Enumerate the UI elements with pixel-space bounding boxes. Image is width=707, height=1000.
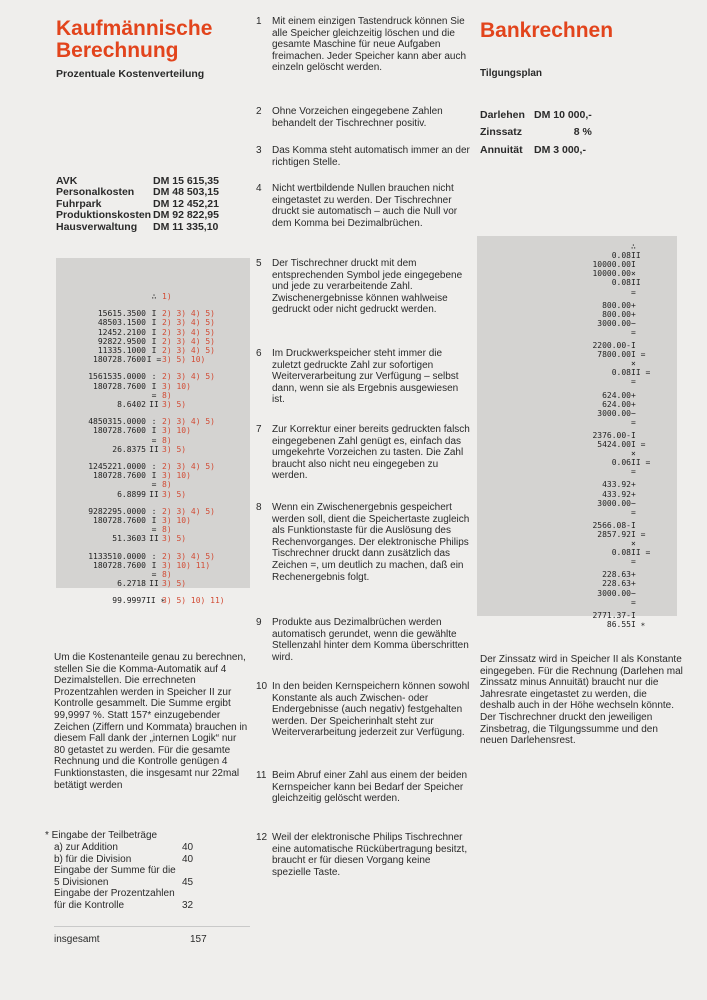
tape-value: 8.6402 [117, 400, 146, 409]
tape-symbol: I = [631, 440, 646, 449]
tape-value: 51.3603 [112, 534, 146, 544]
item-text: Das Komma steht automatisch immer an der richtigen Stelle. [272, 145, 470, 168]
cost-value: DM 12 452,21 [153, 197, 219, 210]
param-label: Annuität [480, 143, 523, 156]
tape-annotation: 2) 3) 4) 5) [162, 346, 215, 355]
tape-symbol: = [631, 327, 636, 337]
item-text: Weil der elektronische Philips Tischrechner eine automatische Rückübertragung besitzt, braucht er für diesen Vorgang keine spezielle Taste. [272, 832, 468, 878]
tape-annotation: 3) 10) [162, 471, 191, 481]
cost-label: AVK [56, 175, 78, 187]
tape-annotation: 1) [162, 292, 172, 301]
tape-value: 9282295.0000 [88, 506, 146, 516]
tape-symbol: − [631, 498, 636, 508]
tape-annotation: 3) 5) [162, 400, 187, 409]
tape-line [76, 534, 186, 543]
cost-table [56, 176, 219, 233]
tape-line [561, 440, 653, 449]
tape-symbol: I [151, 381, 157, 391]
tape-value: 26.8375 [112, 444, 146, 454]
tape-symbol: = [631, 467, 636, 477]
item-number: 7 [256, 424, 262, 435]
tape-symbol: II [149, 534, 159, 544]
tape-value: 3000.00 [597, 408, 631, 418]
tape-symbol: + [631, 399, 636, 409]
tape-symbol: + [631, 300, 636, 310]
cost-value: DM 92 822,95 [153, 209, 219, 222]
tape-symbol: II = [631, 368, 651, 378]
tape-symbol: I [631, 430, 636, 440]
tape-annotation: 3) 5) [162, 534, 187, 544]
item-number: 6 [256, 348, 262, 359]
tape-value: 0.08 [611, 251, 631, 261]
tape-line [561, 359, 653, 368]
tape-line [76, 436, 172, 445]
tape-line [561, 611, 653, 620]
footnote-value: 32 [182, 899, 194, 911]
tape-value: 99.9997 [112, 596, 146, 606]
tape-symbol: = [631, 417, 636, 427]
item-number: 4 [256, 183, 262, 194]
tape-annotation: 3) 10) 11) [162, 560, 211, 570]
tape-symbol: : [151, 506, 157, 516]
tape-line [76, 318, 215, 327]
tape-line [561, 579, 653, 588]
tape-symbol: ∴ [631, 242, 636, 251]
tape-value: 180728.7600 [93, 560, 146, 570]
tape-symbol: I [631, 260, 636, 270]
tape-value: 800.00 [602, 300, 631, 310]
tape-value: 1245221.0000 [88, 462, 146, 471]
tape-line [561, 400, 653, 409]
tape-symbol: = [631, 507, 636, 517]
tape-symbol: II ∗ [146, 596, 166, 606]
tape-line [561, 431, 653, 440]
tape-line [561, 449, 653, 458]
item-number: 3 [256, 145, 262, 156]
tape-line [561, 319, 653, 328]
tape-line [561, 288, 653, 297]
footnote-label: b) für die Division [54, 853, 132, 865]
tape-value: 10000.00 [592, 269, 631, 279]
tape-line [561, 242, 653, 251]
tape-annotation: 2) 3) 4) 5) [162, 327, 215, 337]
tape-value: 180728.7600 [93, 516, 146, 525]
tape-annotation: 8) [162, 390, 172, 400]
cost-value: DM 11 335,10 [153, 220, 219, 233]
tape-value: 180728.7600 [93, 355, 146, 365]
tape-value: 1561535.0000 [88, 372, 146, 382]
param-row [480, 145, 592, 162]
tape-line [76, 596, 225, 605]
tape-annotation: 2) 3) 4) 5) [162, 318, 215, 328]
tape-line [76, 292, 172, 301]
tape-annotation: 8) [162, 525, 172, 535]
tape-symbol: I [151, 336, 157, 346]
tape-symbol: I [151, 346, 157, 355]
tape-annotation: 2) 3) 4) 5) [162, 417, 215, 427]
tape-symbol: : [151, 372, 157, 382]
param-value: 8 % [573, 126, 592, 139]
footnote-label: Eingabe der Summe für die 5 Divisionen [54, 865, 176, 888]
tape-value: 6.2718 [117, 579, 146, 589]
tape-annotation: 3) 5) 10) [162, 355, 206, 365]
item-text: Produkte aus Dezimalbrüchen werden automatisch gerundet, wenn die gewählte Stellenzahl hinter dem Komma überschritten wird. [272, 617, 469, 663]
tape-value: 2566.08- [592, 520, 631, 530]
loan-params [480, 110, 592, 162]
tape-symbol: = [631, 287, 636, 297]
param-label: Zinssatz [480, 126, 523, 139]
tape-symbol: = [631, 557, 636, 567]
tape-symbol: I = [631, 350, 646, 360]
feature-list [252, 0, 472, 1000]
tape-line [561, 278, 653, 287]
tape-symbol: = [631, 597, 636, 607]
tape-line [561, 480, 653, 489]
item-text: Zur Korrektur einer bereits gedruckten falsch eingegebenen Zahl genügt es, einfach das umgekehrte Vorzeichen zu tasten. Die Zahl braucht also nicht neu eingegeben zu werden. [272, 424, 470, 482]
tape-line [76, 382, 191, 391]
tape-symbol: I [631, 520, 636, 530]
tape-symbol: − [631, 318, 636, 328]
tape-symbol: II [149, 444, 159, 454]
tape-symbol: + [631, 309, 636, 319]
tape-annotation: 3) 10) [162, 516, 191, 525]
footnote-row [54, 865, 214, 888]
tape-line [76, 570, 172, 579]
left-subtitle: Prozentuale Kostenverteilung [56, 68, 205, 80]
tape-value: 7800.00 [597, 350, 631, 360]
cost-label: Personalkosten [56, 186, 135, 199]
tape-line [561, 548, 653, 557]
total-value: 157 [190, 934, 207, 945]
param-value: DM 3 000,- [534, 143, 586, 156]
tape-value: 10000.00 [592, 260, 631, 270]
tape-line [76, 355, 205, 364]
tape-annotation: 8) [162, 480, 172, 490]
tape-value: 433.92 [602, 489, 631, 499]
tape-annotation: 3) 5) 10) 11) [162, 596, 225, 606]
item-text: Mit einem einzigen Tastendruck können Sie alle Speicher gleichzeitig löschen und die gesamte Maschine für neue Aufgaben freimachen. Jeder Speicher kann aber auch einzeln gelöscht werden. [272, 16, 467, 74]
tape-symbol: ∴ [151, 292, 157, 301]
tape-symbol: II [149, 400, 159, 409]
tape-line [76, 471, 191, 480]
tape-line [561, 301, 653, 310]
tape-symbol: : [151, 417, 157, 427]
param-row [480, 127, 592, 144]
param-value: DM 10 000,- [534, 109, 592, 121]
item-text: Beim Abruf einer Zahl aus einem der beiden Kernspeicher kann bei Bedarf der Speicher gleichzeitig gelöscht werden. [272, 770, 468, 805]
tape-line [76, 426, 191, 435]
tape-annotation: 3) 10) [162, 381, 191, 391]
left-title-line2: Berechnung [56, 39, 179, 62]
tape-symbol: I = [631, 529, 646, 539]
tape-line [561, 377, 653, 386]
tape-value: 12452.2100 [97, 327, 146, 337]
tape-line [561, 589, 653, 598]
tape-line [561, 467, 653, 476]
tape-line [561, 570, 653, 579]
item-number: 5 [256, 258, 262, 269]
tape-symbol: + [631, 489, 636, 499]
tape-symbol: + [631, 570, 636, 580]
tape-value: 1133510.0000 [88, 551, 146, 561]
tape-symbol: I [151, 318, 157, 328]
tape-value: 0.08 [611, 368, 631, 378]
tape-annotation: 3) 5) [162, 489, 187, 499]
tape-line [76, 391, 172, 400]
footnote-row [54, 888, 214, 911]
tape-value: 5424.00 [597, 440, 631, 449]
tape-line [561, 368, 653, 377]
tape-line [76, 525, 172, 534]
tape-symbol: = [151, 570, 157, 579]
tape-line [76, 372, 215, 381]
right-description: Der Zinssatz wird in Speicher II als Konstante eingegeben. Für die Rechnung (Darlehen mal Zinssatz minus Annuität) braucht nur die Jahresrate eingetastet zu werden, die deshalb auch in der Höhe wechseln könnte. Der Tischrechner druckt den jeweiligen Zinsbetrag, die Tilgungssumme und den neuen Darlehensrest. [480, 654, 683, 747]
tape-line [561, 328, 653, 337]
tape-value: 228.63 [602, 570, 631, 580]
item-text: Wenn ein Zwischenergebnis gespeichert werden soll, dient die Speichertaste zugleich als Funktionstaste für die Auslösung des Rechenvorganges. Der elektronische Philips Tischrechner druckt dann zusätzlich das Zeichen =, um deutlich zu machen, daß ein Rechenergebnis folgt. [272, 502, 470, 583]
tape-annotation: 2) 3) 4) 5) [162, 309, 215, 319]
cost-label: Produktionskosten [56, 209, 152, 222]
tape-line [76, 417, 215, 426]
tape-symbol: × [631, 449, 636, 459]
left-title [56, 18, 212, 62]
item-text: Nicht wertbildende Nullen brauchen nicht eingetastet zu werden. Der Tischrechner druckt sie automatisch – auch die Null vor dem Komma bei Dezimalbrüchen. [272, 183, 458, 229]
tape-line [76, 328, 215, 337]
tape-value: 6.8899 [117, 489, 146, 499]
tape-line [76, 579, 186, 588]
tape-value: 48503.1500 [97, 318, 146, 328]
tape-line [561, 499, 653, 508]
tape-line [561, 530, 653, 539]
tape-symbol: = [151, 525, 157, 535]
tape-annotation: 2) 3) 4) 5) [162, 551, 215, 561]
footnote-label: Eingabe der Prozentzahlen für die Kontrolle [54, 888, 175, 911]
tape-value: 2200.00- [592, 341, 631, 350]
tape-symbol: I [151, 471, 157, 481]
cost-value: DM 15 615,35 [153, 175, 219, 187]
tape-line [561, 458, 653, 467]
tape-value: 86.55 [606, 619, 631, 629]
tape-annotation: 8) [162, 435, 172, 445]
tape-line [76, 400, 186, 409]
footnote-intro: * Eingabe der Teilbeträge [45, 830, 158, 841]
tape-line [76, 346, 215, 355]
tape-value: 2857.92 [597, 529, 631, 539]
tape-symbol: = [151, 480, 157, 490]
tape-annotation: 2) 3) 4) 5) [162, 336, 215, 346]
tape-line [561, 490, 653, 499]
tape-line [76, 480, 172, 489]
tape-symbol: − [631, 408, 636, 418]
tape-symbol: I [631, 341, 636, 350]
cost-label: Fuhrpark [56, 197, 102, 210]
tape-line [76, 516, 191, 525]
tape-line [76, 309, 215, 318]
total-divider [54, 926, 250, 927]
item-number: 1 [256, 16, 262, 27]
right-tape-printout [477, 236, 677, 629]
item-text: Im Druckwerkspeicher steht immer die zuletzt gedruckte Zahl zur sofortigen Weiterverarbeitung zur Verfügung – selbst dann, wenn sie als Ergebnis ausgewiesen ist. [272, 348, 459, 406]
cost-value: DM 48 503,15 [153, 186, 219, 199]
tape-symbol: + [631, 390, 636, 400]
tape-value: 180728.7600 [93, 381, 146, 391]
tape-annotation: 2) 3) 4) 5) [162, 506, 215, 516]
footnote-row [54, 842, 214, 854]
tape-symbol: − [631, 588, 636, 598]
tape-annotation: 8) [162, 570, 172, 579]
tape-symbol: I [151, 516, 157, 525]
tape-line [561, 598, 653, 607]
tape-symbol: I ∗ [631, 619, 646, 629]
tape-annotation: 3) 5) [162, 444, 187, 454]
footnote-value: 40 [182, 842, 194, 853]
tape-symbol: II [149, 489, 159, 499]
tape-line [76, 445, 186, 454]
tape-value: 4850315.0000 [88, 417, 146, 427]
item-text: Der Tischrechner druckt mit dem entsprechenden Symbol jede eingegebene und jede zu verarbeitende Zahl. Zwischenergebnisse können wahlweise gedruckt oder nicht gedruckt werden. [272, 258, 463, 316]
tape-symbol: = [151, 435, 157, 445]
right-subtitle: Tilgungsplan [480, 68, 543, 79]
tape-value: 11335.1000 [97, 346, 146, 355]
tape-line [76, 490, 186, 499]
tape-line [561, 508, 653, 517]
tape-value: 624.00 [602, 390, 631, 400]
tape-line [561, 620, 653, 629]
item-number: 10 [256, 681, 268, 692]
cost-label: Hausverwaltung [56, 220, 138, 233]
tape-annotation: 2) 3) 4) 5) [162, 462, 215, 471]
tape-value: 180728.7600 [93, 471, 146, 481]
tape-line [561, 539, 653, 548]
tape-value: 2376.00- [592, 430, 631, 440]
tape-value: 3000.00 [597, 498, 631, 508]
tape-symbol: × [631, 269, 636, 279]
footnote-row [54, 854, 214, 866]
param-row [480, 110, 592, 127]
tape-symbol: I = [146, 355, 162, 365]
tape-value: 228.63 [602, 579, 631, 589]
tape-symbol: + [631, 480, 636, 490]
cost-row [56, 210, 219, 221]
tape-symbol: = [151, 390, 157, 400]
item-text: In den beiden Kernspeichern können sowohl Konstante als auch Zwischen- oder Endergebnisse (auch negativ) festgehalten werden. Der Speicherinhalt steht zur Weiterverarbeitung jederzeit zur Verfügung. [272, 681, 470, 739]
tape-line [76, 552, 215, 561]
tape-line [561, 260, 653, 269]
tape-line [561, 251, 653, 260]
tape-value: 3000.00 [597, 318, 631, 328]
total-label: insgesamt [54, 934, 100, 945]
tape-symbol: × [631, 539, 636, 548]
tape-symbol: I [151, 560, 157, 570]
tape-symbol: II [149, 579, 159, 589]
tape-symbol: × [631, 359, 636, 369]
tape-symbol: II = [631, 458, 651, 468]
tape-line [561, 350, 653, 359]
tape-value: 624.00 [602, 399, 631, 409]
item-number: 8 [256, 502, 262, 513]
tape-symbol: II [631, 251, 641, 261]
tape-value: 0.06 [611, 458, 631, 468]
item-number: 11 [256, 770, 267, 781]
tape-line [561, 391, 653, 400]
tape-value: 3000.00 [597, 588, 631, 598]
tape-value: 0.08 [611, 548, 631, 558]
tape-line [76, 561, 210, 570]
item-number: 12 [256, 832, 268, 843]
tape-value: 180728.7600 [93, 426, 146, 436]
param-label: Darlehen [480, 109, 525, 121]
tape-symbol: I [631, 610, 636, 620]
tape-symbol: = [631, 377, 636, 387]
tape-line [76, 337, 215, 346]
tape-value: 800.00 [602, 309, 631, 319]
left-title-line1: Kaufmännische [56, 17, 213, 40]
tape-line [561, 269, 653, 278]
footnote-value: 40 [182, 853, 194, 865]
tape-value: 2771.37- [592, 610, 631, 620]
tape-value: 15615.3500 [97, 309, 146, 319]
tape-line [561, 341, 653, 350]
tape-annotation: 3) 10) [162, 426, 191, 436]
tape-annotation: 3) 5) [162, 579, 187, 589]
tape-symbol: II = [631, 548, 651, 558]
tape-line [76, 462, 215, 471]
tape-line [561, 557, 653, 566]
right-title: Bankrechnen [480, 19, 614, 42]
tape-symbol: II [631, 278, 641, 288]
tape-symbol: : [151, 462, 157, 471]
tape-annotation: 2) 3) 4) 5) [162, 372, 215, 382]
tape-line [561, 310, 653, 319]
item-number: 2 [256, 106, 262, 117]
footnote-list [54, 842, 214, 912]
tape-value: 433.92 [602, 480, 631, 490]
item-text: Ohne Vorzeichen eingegebene Zahlen behandelt der Tischrechner positiv. [272, 106, 443, 129]
tape-line [561, 418, 653, 427]
tape-symbol: : [151, 551, 157, 561]
cost-row [56, 222, 219, 233]
tape-line [561, 409, 653, 418]
footnote-label: a) zur Addition [54, 842, 118, 853]
tape-symbol: I [151, 309, 157, 319]
tape-value: 0.08 [611, 278, 631, 288]
tape-value: 92822.9500 [97, 336, 146, 346]
tape-line [561, 521, 653, 530]
left-description: Um die Kostenanteile genau zu berechnen, stellen Sie die Komma-Automatik auf 4 Dezimalstellen. Die errechneten Prozentzahlen werden in Speicher II zur Kontrolle gesammelt. Die Summe ergibt 99,9997 %. Statt 157* einzugebender Zeichen (Ziffern und Kommata) brauchen in diesem Fall dank der „internen Logik“ nur 80 getastet zu werden. Für die gesamte Rechnung und die Kontrolle genügen 4 Funktionstasten, die insgesamt nur 22mal betätigt werden [54, 652, 248, 791]
tape-symbol: + [631, 579, 636, 589]
left-tape-printout [56, 258, 250, 606]
item-number: 9 [256, 617, 262, 628]
tape-symbol: I [151, 327, 157, 337]
tape-symbol: I [151, 426, 157, 436]
footnote-value: 45 [182, 876, 194, 888]
tape-line [76, 507, 215, 516]
